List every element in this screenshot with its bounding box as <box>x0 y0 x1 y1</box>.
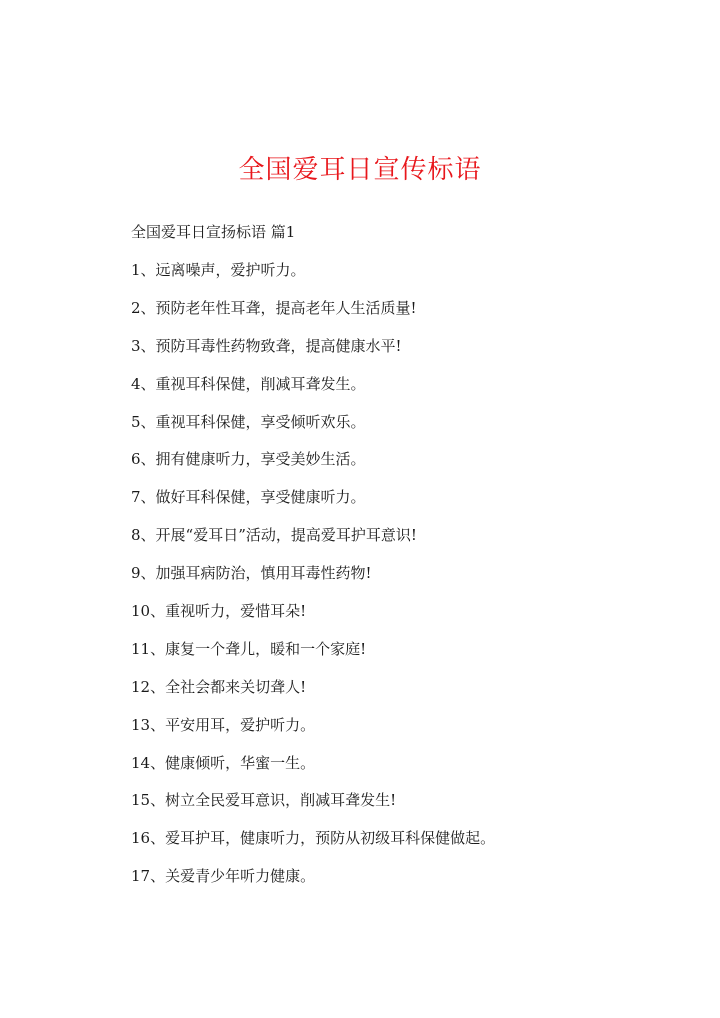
slogan-list <box>131 258 495 902</box>
list-item: 13、平安用耳，爱护听力。 <box>131 715 316 734</box>
list-item: 7、做好耳科保健，享受健康听力。 <box>131 488 366 507</box>
list-item: 5、重视耳科保健，享受倾听欢乐。 <box>131 412 366 431</box>
list-item: 2、预防老年性耳聋，提高老年人生活质量! <box>131 298 417 317</box>
list-item: 8、开展“爱耳日”活动，提高爱耳护耳意识! <box>131 526 417 545</box>
list-item: 16、爱耳护耳，健康听力，预防从初级耳科保健做起。 <box>131 829 496 848</box>
list-item: 6、拥有健康听力，享受美妙生活。 <box>131 450 366 469</box>
list-item: 15、树立全民爱耳意识，削减耳聋发生! <box>131 791 397 810</box>
section-heading: 全国爱耳日宣扬标语 篇1 <box>131 223 296 241</box>
list-item: 3、预防耳毒性药物致聋，提高健康水平! <box>131 336 402 355</box>
list-item: 12、全社会都来关切聋人! <box>131 677 307 696</box>
list-item: 4、重视耳科保健，削减耳聋发生。 <box>131 374 366 393</box>
list-item: 17、关爱青少年听力健康。 <box>131 867 316 886</box>
list-item: 10、重视听力，爱惜耳朵! <box>131 602 307 621</box>
list-item: 11、康复一个聋儿，暖和一个家庭! <box>131 639 367 658</box>
list-item: 14、健康倾听，华蜜一生。 <box>131 753 316 772</box>
list-item: 9、加强耳病防治，慎用耳毒性药物! <box>131 564 372 583</box>
list-item: 1、远离噪声，爱护听力。 <box>131 261 306 279</box>
document-title: 全国爱耳日宣传标语 <box>238 155 482 185</box>
